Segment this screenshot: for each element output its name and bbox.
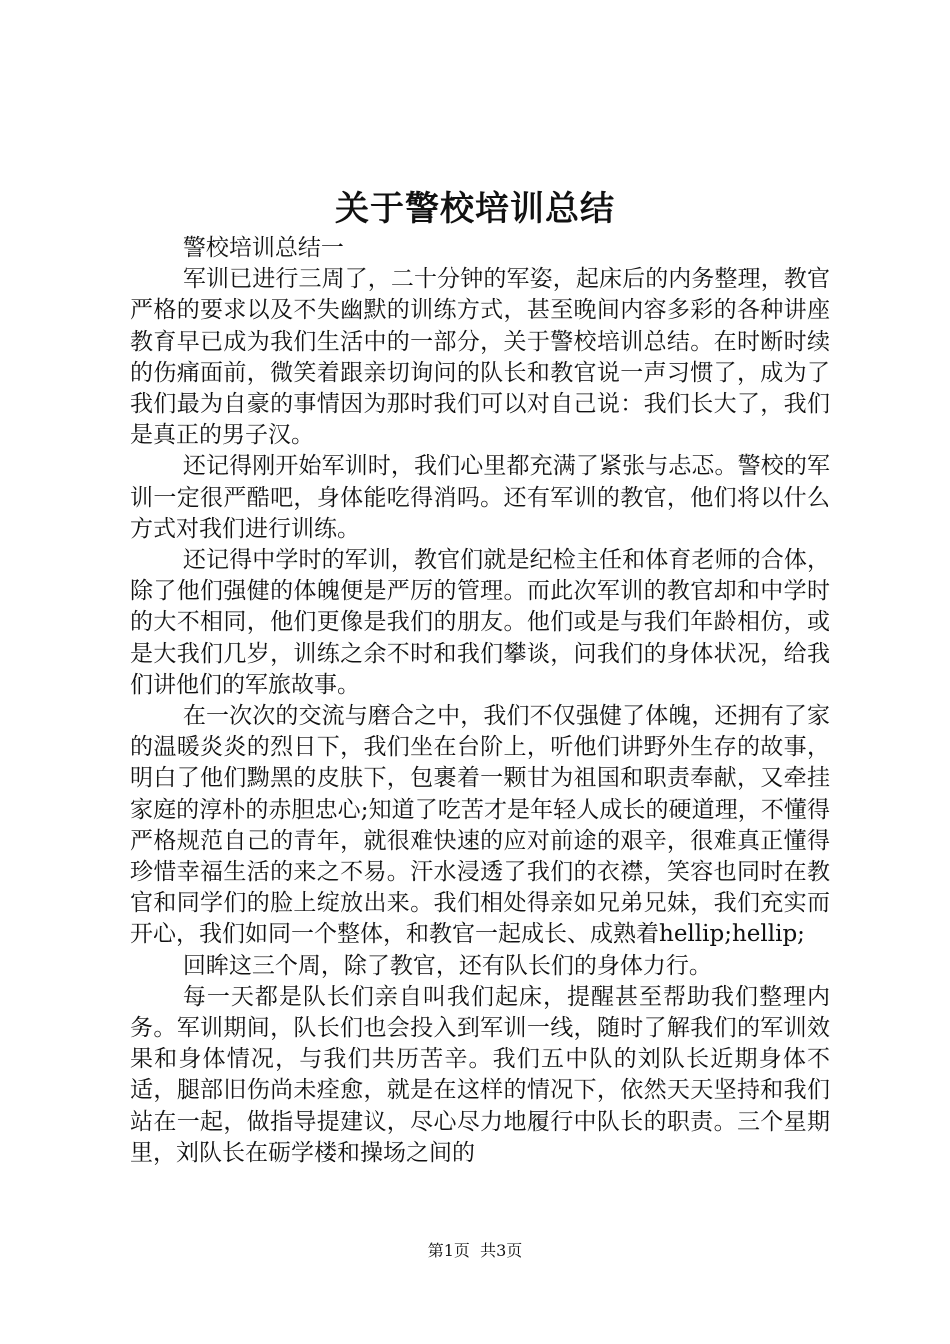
paragraph: 还记得刚开始军训时，我们心里都充满了紧张与忐忑。警校的军训一定很严酷吧，身体能吃得消吗。还有军训的教官，他们将以什么方式对我们进行训练。: [130, 453, 830, 542]
paragraph: 军训已进行三周了，二十分钟的军姿，起床后的内务整理，教官严格的要求以及不失幽默的训练方式，甚至晚间内容多彩的各种讲座教育早已成为我们生活中的一部分，关于警校培训总结。在时断时续的伤痛面前，微笑着跟亲切询问的队长和教官说一声习惯了，成为了我们最为自豪的事情因为那时我们可以对自己说：我们长大了，我们是真正的男子汉。: [130, 266, 830, 449]
page-number: 第1页 共3页: [427, 1241, 523, 1260]
document-title: 关于警校培训总结: [335, 189, 615, 229]
document-body: [130, 233, 830, 1169]
page-footer: [0, 1240, 950, 1262]
paragraph-heading: 警校培训总结一: [182, 235, 344, 261]
paragraph: 在一次次的交流与磨合之中，我们不仅强健了体魄，还拥有了家的温暖炎炎的烈日下，我们坐在台阶上，听他们讲野外生存的故事，明白了他们黝黑的皮肤下，包裹着一颗甘为祖国和职责奉献，又牵挂家庭的淳朴的赤胆忠心;知道了吃苦才是年轻人成长的硬道理，不懂得严格规范自己的青年，就很难快速的应对前途的艰辛，很难真正懂得珍惜幸福生活的来之不易。汗水浸透了我们的衣襟，笑容也同时在教官和同学们的脸上绽放出来。我们相处得亲如兄弟兄妹，我们充实而开心，我们如同一个整体，和教官一起成长、成熟着hellip;hellip;: [130, 703, 830, 948]
paragraph: 回眸这三个周，除了教官，还有队长们的身体力行。: [182, 952, 712, 979]
paragraph: 每一天都是队长们亲自叫我们起床，提醒甚至帮助我们整理内务。军训期间，队长们也会投入到军训一线，随时了解我们的军训效果和身体情况，与我们共历苦辛。我们五中队的刘队长近期身体不适，腿部旧伤尚未痊愈，就是在这样的情况下，依然天天坚持和我们站在一起，做指导提建议，尽心尽力地履行中队长的职责。三个星期里，刘队长在砺学楼和操场之间的: [130, 983, 830, 1166]
paragraph: 还记得中学时的军训，教官们就是纪检主任和体育老师的合体，除了他们强健的体魄便是严厉的管理。而此次军训的教官却和中学时的大不相同，他们更像是我们的朋友。他们或是与我们年龄相仿，或是大我们几岁，训练之余不时和我们攀谈，问我们的身体状况，给我们讲他们的军旅故事。: [130, 547, 830, 698]
